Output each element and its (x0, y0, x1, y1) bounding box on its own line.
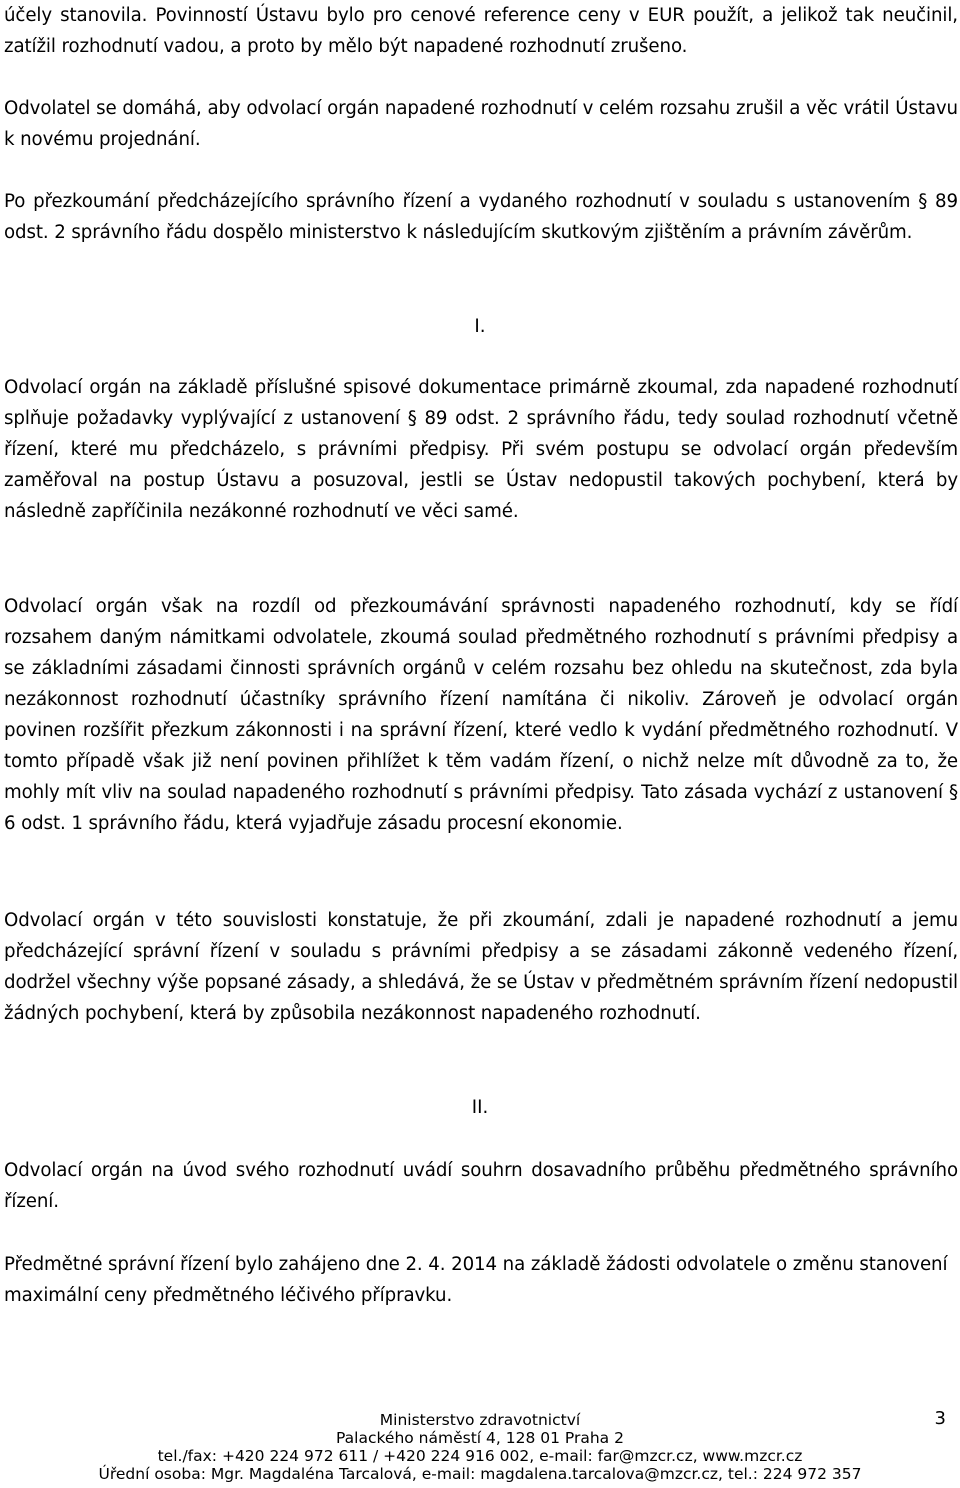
paragraph-4: Odvolací orgán na základě příslušné spisové dokumentace primárně zkoumal, zda napadené rozhodnutí splňuje požadavky vyplývající z ustanovení § 89 odst. 2 správního řádu, tedy soulad rozhodnutí včetně řízení, které mu předcházelo, s právními předpisy. Při svém postupu se odvolací orgán především zaměřoval na postup Ústavu a posuzoval, jestli se Ústav nedopustil takových pochybení, která by následně zapříčinila nezákonné rozhodnutí ve věci samé. (4, 377, 958, 522)
footer-official: Úřední osoba: Mgr. Magdaléna Tarcalová, e-mail: magdalena.tarcalova@mzcr.cz, tel.: 224 972 357 (98, 1465, 862, 1483)
paragraph-7: Odvolací orgán na úvod svého rozhodnutí uvádí souhrn dosavadního průběhu předmětného správního řízení. (4, 1160, 958, 1212)
paragraph-5: Odvolací orgán však na rozdíl od přezkoumávání správnosti napadeného rozhodnutí, kdy se řídí rozsahem daným námitkami odvolatele, zkoumá soulad předmětného rozhodnutí s právními předpisy a se základními zásadami činnosti správních orgánů v celém rozsahu bez ohledu na skutečnost, zda byla nezákonnost rozhodnutí účastníky správního řízení namítána či nikoliv. Zároveň je odvolací orgán povinen rozšířit přezkum zákonnosti i na správní řízení, které vedlo k vydání předmětného rozhodnutí. V tomto případě však již není povinen přihlížet k těm vadám řízení, o nichž nelze mít důvodně za to, že mohly mít vliv na soulad napadeného rozhodnutí s právními předpisy. Tato zásada vychází z ustanovení § 6 odst. 1 správního řádu, která vyjadřuje zásadu procesní ekonomie. (4, 596, 958, 834)
paragraph-2: Odvolatel se domáhá, aby odvolací orgán napadené rozhodnutí v celém rozsahu zrušil a věc vrátil Ústavu k novému projednání. (4, 98, 958, 150)
paragraph-8: Předmětné správní řízení bylo zahájeno dne 2. 4. 2014 na základě žádosti odvolatele o změnu stanovení maximální ceny předmětného léčivého přípravku. (4, 1254, 948, 1306)
section-heading-2: II. (471, 1097, 489, 1118)
footer-address: Palackého náměstí 4, 128 01 Praha 2 (336, 1429, 624, 1447)
paragraph-6: Odvolací orgán v této souvislosti konstatuje, že při zkoumání, zdali je napadené rozhodnutí a jemu předcházející správní řízení v souladu s právními předpisy a se zásadami zákonně vedeného řízení, dodržel všechny výše popsané zásady, a shledává, že se Ústav v předmětném správním řízení nedopustil žádných pochybení, která by způsobila nezákonnost napadeného rozhodnutí. (4, 910, 958, 1024)
footer-contact: tel./fax: +420 224 972 611 / +420 224 916 002, e-mail: far@mzcr.cz, www.mzcr.cz (157, 1447, 803, 1465)
section-heading-1: I. (474, 316, 486, 337)
footer-ministry-name: Ministerstvo zdravotnictví (379, 1411, 581, 1429)
page-number: 3 (934, 1408, 946, 1429)
paragraph-1: účely stanovila. Povinností Ústavu bylo pro cenové reference ceny v EUR použít, a jelikož tak neučinil, zatížil rozhodnutí vadou, a proto by mělo být napadené rozhodnutí zrušeno. (4, 5, 958, 57)
paragraph-3: Po přezkoumání předcházejícího správního řízení a vydaného rozhodnutí v souladu s ustanovením § 89 odst. 2 správního řádu dospělo ministerstvo k následujícím skutkovým zjištěním a právním závěrům. (4, 191, 958, 243)
